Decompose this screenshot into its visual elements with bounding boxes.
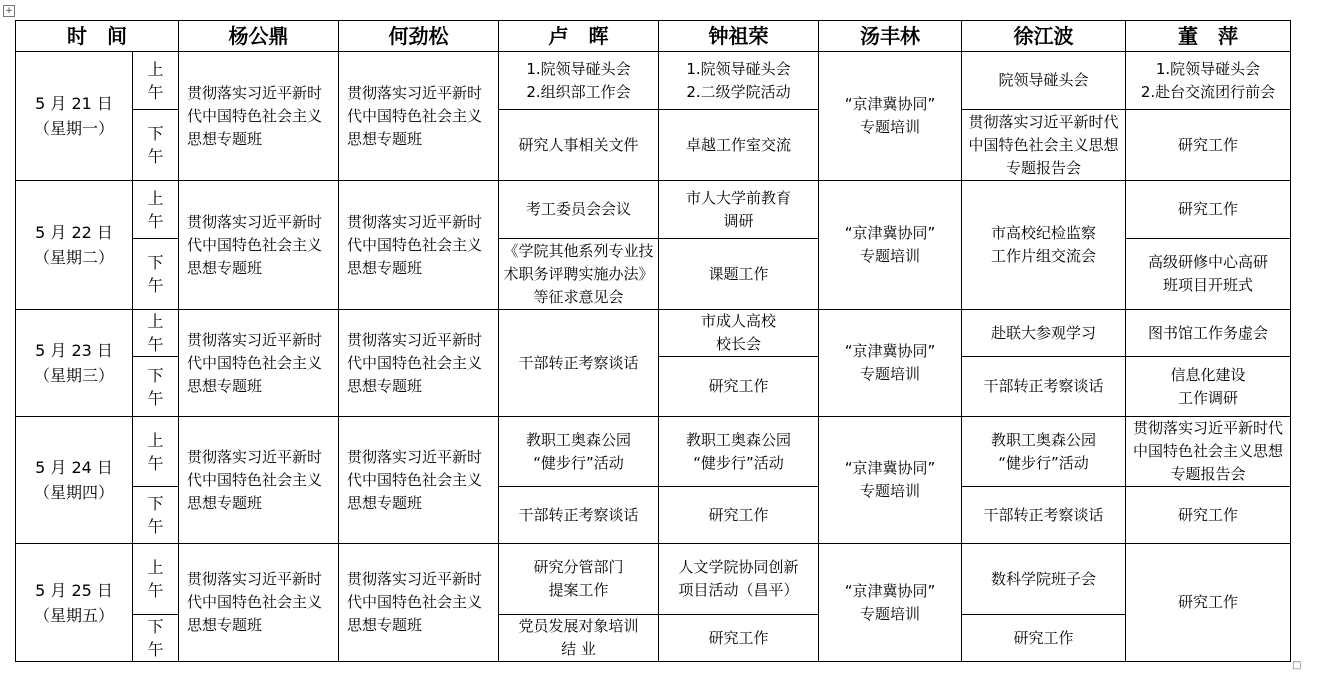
am-label: 上 午 xyxy=(133,181,179,239)
table-row xyxy=(16,544,1291,615)
schedule-cell: “京津冀协同” 专题培训 xyxy=(819,52,962,181)
schedule-cell: 院领导碰头会 xyxy=(962,52,1126,110)
schedule-cell: 贯彻落实习近平新时代中国特色社会主义思想专题报告会 xyxy=(962,110,1126,181)
schedule-cell: 贯彻落实习近平新时代中国特色社会主义思想专题班 xyxy=(179,52,339,181)
date-cell: 5 月 24 日 （星期四） xyxy=(16,417,133,544)
schedule-cell: 研究分管部门 提案工作 xyxy=(499,544,659,615)
date-cell: 5 月 25 日 （星期五） xyxy=(16,544,133,662)
schedule-cell: 《学院其他系列专业技术职务评聘实施办法》等征求意见会 xyxy=(499,239,659,310)
schedule-cell: 研究工作 xyxy=(659,357,819,417)
schedule-cell: 1.院领导碰头会 2.赴台交流团行前会 xyxy=(1126,52,1291,110)
schedule-cell: 卓越工作室交流 xyxy=(659,110,819,181)
schedule-cell: “京津冀协同” 专题培训 xyxy=(819,544,962,662)
am-label: 上 午 xyxy=(133,544,179,615)
schedule-cell: 贯彻落实习近平新时代中国特色社会主义思想专题报告会 xyxy=(1126,417,1291,487)
schedule-cell: 1.院领导碰头会 2.二级学院活动 xyxy=(659,52,819,110)
header-person: 董 萍 xyxy=(1126,21,1291,52)
schedule-cell: “京津冀协同” 专题培训 xyxy=(819,417,962,544)
schedule-cell: 贯彻落实习近平新时代中国特色社会主义思想专题班 xyxy=(339,544,499,662)
header-person: 汤丰林 xyxy=(819,21,962,52)
schedule-cell: 图书馆工作务虚会 xyxy=(1126,310,1291,357)
schedule-cell: 人文学院协同创新 项目活动（昌平） xyxy=(659,544,819,615)
schedule-cell: 市成人高校 校长会 xyxy=(659,310,819,357)
schedule-cell: 研究人事相关文件 xyxy=(499,110,659,181)
schedule-cell: 市人大学前教育 调研 xyxy=(659,181,819,239)
schedule-cell: 研究工作 xyxy=(1126,544,1291,662)
date-cell: 5 月 23 日 （星期三） xyxy=(16,310,133,417)
schedule-cell: 贯彻落实习近平新时代中国特色社会主义思想专题班 xyxy=(179,417,339,544)
table-row xyxy=(16,52,1291,110)
schedule-cell: 1.院领导碰头会 2.组织部工作会 xyxy=(499,52,659,110)
schedule-cell: 考工委员会会议 xyxy=(499,181,659,239)
schedule-cell: 贯彻落实习近平新时代中国特色社会主义思想专题班 xyxy=(339,417,499,544)
header-time: 时 间 xyxy=(16,21,179,52)
pm-label: 下 午 xyxy=(133,357,179,417)
schedule-cell: 贯彻落实习近平新时代中国特色社会主义思想专题班 xyxy=(339,310,499,417)
pm-label: 下 午 xyxy=(133,615,179,662)
schedule-cell: 贯彻落实习近平新时代中国特色社会主义思想专题班 xyxy=(339,52,499,181)
header-person: 何劲松 xyxy=(339,21,499,52)
schedule-cell: 干部转正考察谈话 xyxy=(962,357,1126,417)
am-label: 上 午 xyxy=(133,417,179,487)
schedule-cell: 研究工作 xyxy=(962,615,1126,662)
schedule-cell: 贯彻落实习近平新时代中国特色社会主义思想专题班 xyxy=(179,181,339,310)
pm-label: 下 午 xyxy=(133,487,179,544)
schedule-cell: 课题工作 xyxy=(659,239,819,310)
schedule-cell: 贯彻落实习近平新时代中国特色社会主义思想专题班 xyxy=(179,310,339,417)
schedule-cell: 教职工奥森公园 “健步行”活动 xyxy=(962,417,1126,487)
header-row xyxy=(16,21,1291,52)
schedule-cell: 信息化建设 工作调研 xyxy=(1126,357,1291,417)
schedule-cell: 数科学院班子会 xyxy=(962,544,1126,615)
table-resize-handle-icon[interactable]: □ xyxy=(1292,660,1302,671)
table-row xyxy=(16,310,1291,357)
table-move-handle-icon[interactable]: + xyxy=(3,5,15,17)
pm-label: 下 午 xyxy=(133,239,179,310)
schedule-cell: 研究工作 xyxy=(1126,181,1291,239)
schedule-cell: 研究工作 xyxy=(1126,110,1291,181)
header-person: 徐江波 xyxy=(962,21,1126,52)
schedule-cell: “京津冀协同” 专题培训 xyxy=(819,310,962,417)
am-label: 上 午 xyxy=(133,52,179,110)
am-label: 上 午 xyxy=(133,310,179,357)
schedule-cell: 市高校纪检监察 工作片组交流会 xyxy=(962,181,1126,310)
schedule-cell: 教职工奥森公园 “健步行”活动 xyxy=(659,417,819,487)
schedule-cell: 贯彻落实习近平新时代中国特色社会主义思想专题班 xyxy=(339,181,499,310)
schedule-cell: 研究工作 xyxy=(1126,487,1291,544)
schedule-cell: 干部转正考察谈话 xyxy=(499,310,659,417)
schedule-cell: 干部转正考察谈话 xyxy=(499,487,659,544)
schedule-cell: 赴联大参观学习 xyxy=(962,310,1126,357)
schedule-cell: 贯彻落实习近平新时代中国特色社会主义思想专题班 xyxy=(179,544,339,662)
table-row xyxy=(16,417,1291,487)
table-row xyxy=(16,181,1291,239)
schedule-cell: 研究工作 xyxy=(659,615,819,662)
schedule-cell: 党员发展对象培训 结 业 xyxy=(499,615,659,662)
date-cell: 5 月 21 日 （星期一） xyxy=(16,52,133,181)
schedule-cell: 研究工作 xyxy=(659,487,819,544)
schedule-cell: “京津冀协同” 专题培训 xyxy=(819,181,962,310)
date-cell: 5 月 22 日 （星期二） xyxy=(16,181,133,310)
schedule-table xyxy=(15,20,1291,662)
schedule-cell: 干部转正考察谈话 xyxy=(962,487,1126,544)
header-person: 卢 晖 xyxy=(499,21,659,52)
schedule-cell: 高级研修中心高研 班项目开班式 xyxy=(1126,239,1291,310)
pm-label: 下 午 xyxy=(133,110,179,181)
header-person: 杨公鼎 xyxy=(179,21,339,52)
schedule-cell: 教职工奥森公园 “健步行”活动 xyxy=(499,417,659,487)
header-person: 钟祖荣 xyxy=(659,21,819,52)
